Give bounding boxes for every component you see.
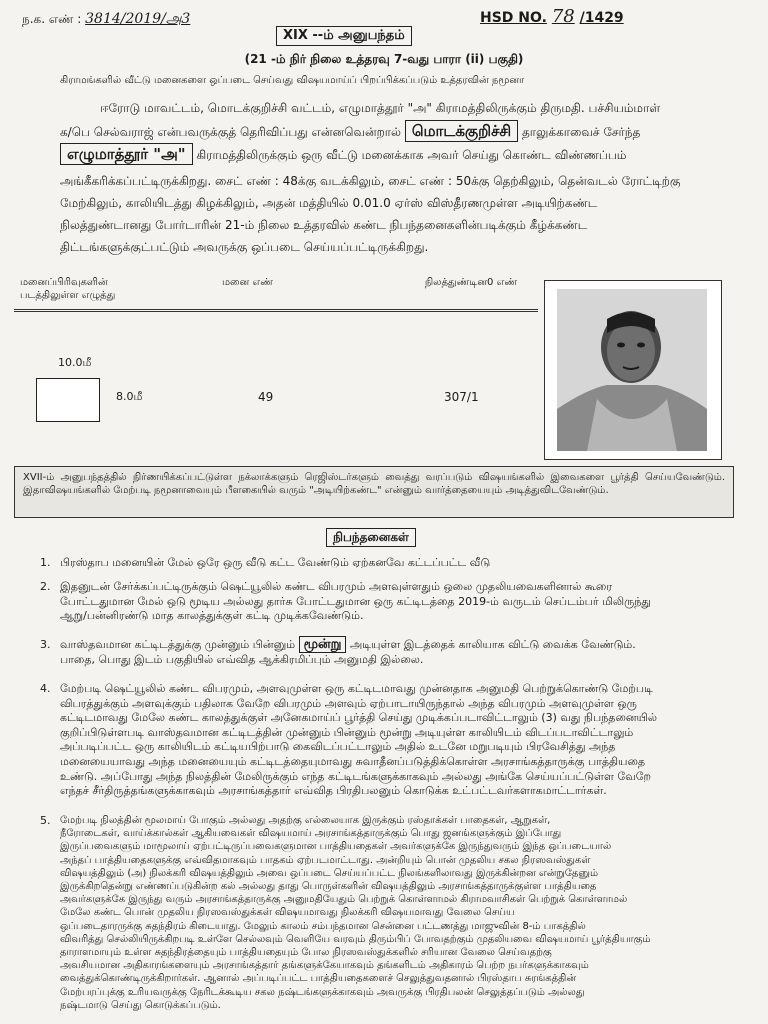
condition-line: அவசியமான அதிகாரங்களையும் அரசாங்கத்தார் தங்களுக்கேயாகவும் தங்களிடம் அதிகாரம் பெற்ற நபர்களுக்காகவும்	[60, 960, 589, 972]
setback-feet: மூன்று	[299, 636, 347, 653]
condition-3-text	[60, 638, 732, 667]
applicant-photo	[544, 280, 722, 460]
annex-title: XIX --ம் அனுபந்தம்	[276, 26, 412, 46]
intro-line-7: திட்டங்களுக்குட்பட்டும் அவருக்கு ஒப்படை செய்யப்பட்டிருக்கிறது.	[60, 240, 429, 254]
intro-line-3-b: கிராமத்திலிருக்கும் ஒரு வீட்டு மனைக்காக அவர் செய்து கொண்ட விண்ணப்பம்	[196, 148, 627, 162]
condition-line: தாராளமாயும் உள்ள சுதந்திரத்தையும் பாத்தியதையும் போல நிரஸவஸ்துக்களில் சரியான வேலை செய்வதற்கு	[60, 947, 552, 959]
condition-line: எந்தச் சீர்திருத்தங்களுக்காகவும் அரசாங்கத்தார் எவ்வித பிரதிபலனும் கொடுக்க உட்பட்டவர்களாகமாட்டார்கள்.	[60, 784, 607, 798]
condition-3-number: 3.	[40, 638, 51, 651]
hsd-number	[480, 8, 624, 27]
condition-line: மனையையாவது அந்த மனையையும் கட்டிடத்தையுமாவது சுவாதீனப்படுத்திக்கொள்ள அரசாங்கத்தாருக்கு பாத்தியதை	[60, 754, 646, 768]
condition-line: நீரோடைகள், வாய்க்கால்கள் ஆகியவைகள் விஷயமாய் அரசாங்கத்தாருக்கும் பொது ஜனங்களுக்கும் இப்போது	[60, 828, 562, 840]
condition-line: மேற்பரப்புக்கு உரியவருக்கு நேரிடக்கூடிய சகல நஷ்டங்களுக்காகவும் அவருக்கு பிரதிபலன் செலுத்தப்படும் அல்லது	[60, 986, 585, 998]
condition-3-part-a: வாஸ்தவமான கட்டிடத்துக்கு முன்னும் பின்னும்	[60, 638, 296, 651]
condition-line: விபரத்துக்கும் அளவுக்கும் பதிலாக வேறே விபரமும் அளவும் ஏற்பாடாயிருந்தால் அந்த விபரமும் அளவுமுள்ள ஒரு	[60, 696, 637, 710]
instruction-note	[14, 466, 734, 518]
condition-3-part-c: அடியுள்ள இடத்தைக் காலியாக விட்டு வைக்க வேண்டும்.	[349, 638, 636, 651]
condition-line: கட்டிடமாவது மேலே கண்ட காலத்துக்குள் அனேகமாய்ப் பூர்த்தி செய்து முடிக்கப்படாவிட்டாலும் (3) வது நிபந்தனையில்	[60, 711, 657, 725]
col-header-plot: மனை எண்	[222, 277, 273, 288]
condition-line: நஷ்டமாடு செய்து கொடுக்கப்படும்.	[60, 999, 221, 1011]
col-header-letter: மனைப்பிரிவுகளின் படத்திலுள்ள எழுத்து	[20, 277, 116, 301]
table-divider	[14, 309, 538, 312]
condition-line: விவரித்து செல்லியிருக்கிறபடி உள்ளே செல்லவும் வெளியே வரவும் திரும்பிப் போவதற்கும் முதலியவை விஷயமாய் பூர்த்தியாகும்	[60, 933, 651, 945]
condition-line: பிரஸ்தாப மனையின் மேல் ஒரே ஒரு வீடு கட்ட வேண்டும் ஏற்கனவே கட்டப்பட்ட வீடு	[60, 556, 491, 569]
condition-5-number: 5.	[40, 814, 51, 827]
condition-line: ஒப்படைதாரருக்கு சுதந்திரம் கிடையாது. மேலும் காலம் சம்பந்தமான சென்னை பட்டணத்து மாஜுவின் 8-ம் பாகத்தில்	[60, 920, 586, 932]
condition-line: இருக்கிறதென்று எண்ணப்படுகின்ற கல் அல்லது தாது பொருள்களின் விஷயத்திலும் அரசாங்கத்தாருக்குள்ள பாத்தியதை	[60, 881, 597, 893]
condition-4-number: 4.	[40, 682, 51, 695]
intro-line-6: நிலத்துண்டானது போர்டாரின் 21-ம் நிலை உத்தரவில் கண்ட நிபந்தனைகளின்படிக்கும் கீழ்க்கண்ட	[60, 218, 588, 232]
condition-2-text	[60, 580, 732, 624]
condition-line: ஆறு/பன்னிரண்டு மாத காலத்துக்குள் கட்டி முடிக்கவேண்டும்.	[60, 609, 364, 623]
condition-2-number: 2.	[40, 580, 51, 593]
hsd-label: HSD NO.	[480, 10, 547, 26]
condition-line: மேற்படி நிலத்தின் மூலமாய் போகும் அல்லது அதற்கு எல்லையாக இருக்கும் ரஸ்தாக்கள் பாதைகள், ஆறுகள்,	[60, 815, 551, 826]
instruction-note-text: XVII-ம் அனுபந்தத்தில் நிர்ணயிக்கப்பட்டுள்ள நக்லாக்களும் ரெஜிஸ்டர்களும் வைத்து வரப்படும் விஷயங்களில் இவைகளை பூர்த்தி செய்யவேண்டும். இதாவிஷயங்களில் மேற்படி நமூனாவையும் பீளகையில் வரும் "அடியிற்கண்ட" என்னும் வார்த்தையையும் அடித்துவிடவேண்டும்.	[23, 472, 725, 496]
hsd-value: 78	[551, 6, 575, 27]
reference-number	[22, 10, 190, 28]
intro-line-2-c: தாலுக்காவைச் சேர்ந்த	[521, 125, 641, 139]
plot-width: 10.0மீ	[58, 356, 92, 369]
condition-5-text	[60, 814, 732, 1012]
order-subtitle: (21 -ம் நிர் நிலை உத்தரவு 7-வது பாரா (ii) பகுதி)	[244, 52, 524, 66]
condition-line: உண்டு. அப்போது அந்த நிலத்தின் மேலிருக்கும் எந்த கட்டிடங்களுக்காகவும் அல்லது அங்கே செய்யப்பட்டுள்ள வேறே	[60, 769, 652, 783]
reference-value: 3814/2019/அ3	[85, 11, 191, 27]
intro-line-4: அங்கீகரிக்கப்பட்டிருக்கிறது. சைட் எண் : 48க்கு வடக்கிலும், சைட் எண் : 50க்கு தெற்கிலும், தென்வடல் ரோட்டிற்கு	[60, 174, 681, 188]
condition-line: அப்படிப்பட்ட ஒரு காலியிடம் கட்டியபிற்பாடு கைவிடப்பட்டாலும் அதில் உடனே மறுபடியும் பிரவேசித்து அந்த	[60, 740, 616, 754]
col-header-survey: நிலத்துண்டின0 எண்	[424, 277, 518, 288]
plot-sketch-box	[36, 378, 100, 422]
condition-1-number: 1.	[40, 556, 51, 569]
condition-line: பாதை, பொது இடம் பகுதியில் எவ்வித ஆக்கிரமிப்பும் அனுமதி இல்லை.	[60, 652, 424, 666]
condition-line: இருப்பவைகளும் மாமூலாய் ஏற்பட்டிருப்பவைகளுமான பாத்தியதைகள் அவர்களுக்கே இருந்துவரும் இந்த ஒப்படையால்	[60, 841, 612, 853]
condition-line: வைத்துக்கொண்டிருக்கிறார்கள். ஆனால் அப்படிப்பட்ட பாத்தியதைகளைச் செலுத்துவதனால் பிரஸ்தாப சுரங்கத்தின்	[60, 973, 577, 985]
intro-line-2	[60, 124, 750, 140]
condition-line: அவர்களுக்கே இருந்து வரும் அரசாங்கத்தாருக்கு அனுமதியேதும் பெற்றுக் கொள்ளாமல் கிராமவாசிகள் பெற்றுக் கொள்ளாமல்	[60, 894, 628, 906]
condition-line: அந்தப் பாத்தியதைகளுக்கு எவ்விதமாகவும் பாதகம் ஏற்படமாட்டாது. அன்றியும் பொன் முதலிய சகல நிரஸவஸ்துகள்	[60, 854, 591, 866]
order-title: கிராமங்களில் வீட்டு மனைகளை ஒப்படை செய்வது விஷயமாய்ப் பிறப்பிக்கப்படும் உத்தரவின் நமூனா	[60, 75, 525, 86]
hsd-suffix: /1429	[579, 10, 624, 26]
taluk-name: மொடக்குறிச்சி	[405, 120, 518, 142]
condition-line: மேற்படி ஷெட்யூலில் கண்ட விபரமும், அளவுமுள்ள ஒரு கட்டிடமாவது முன்னதாக அனுமதி பெற்றுக்கொண்டு மேற்படி	[60, 682, 653, 695]
intro-line-3	[60, 147, 750, 163]
applicant-portrait-icon	[557, 289, 707, 451]
condition-4-text	[60, 682, 732, 799]
village-name: எழுமாத்தூர் "அ"	[60, 143, 193, 165]
condition-1-text	[60, 556, 732, 571]
condition-3-first-line	[60, 638, 732, 653]
survey-number: 307/1	[444, 390, 479, 404]
condition-line: போட்டதுமான மேல் ஒடு மூடிய அல்லது தார்சு போட்டதுமான ஒரு கட்டிடத்தை 2019-ம் வருடம் செப்டம்பர் மிலிருந்து	[60, 594, 651, 608]
intro-line-2-a: க/பெ செல்வராஜ் என்பவருக்குத் தெரிவிப்பது என்னவென்றால்	[60, 125, 401, 139]
condition-line: விஷயத்திலும் (அ) நிலக்கரி விஷயத்திலும் அவை ஒப்படை செய்யப்பட்ட நிலங்களிலாவது இருக்கின்றன என்றுதேனும்	[60, 867, 599, 879]
reference-label: ந.க. எண் :	[22, 12, 82, 26]
condition-line: இதனுடன் சேர்க்கப்பட்டிருக்கும் ஷெட்யூலில் கண்ட விபரமும் அளவுள்ளதும் ஒலை முதலியவைகளினால் கூரை	[60, 580, 613, 593]
condition-line: குறிப்பிடுள்ளபடி வாஸ்தவமான கட்டிடத்தின் முன்னும் பின்னும் மூன்று அடியுள்ள காலியிடம் விடப்படாவிட்டாலும்	[60, 725, 634, 739]
intro-line-1: ஈரோடு மாவட்டம், மொடக்குறிச்சி வட்டம், எழுமாத்தூர் "அ" கிராமத்திலிருக்கும் திருமதி. பச்சியம்மாள்	[100, 101, 661, 115]
conditions-heading: நிபந்தனைகள்	[326, 528, 416, 547]
plot-number: 49	[258, 390, 274, 404]
plot-length: 8.0மீ	[116, 390, 143, 403]
intro-line-5: மேற்கிலும், காலியிடத்து கிழக்கிலும், அதன் மத்தியில் 0.01.0 ஏர்ஸ் விஸ்தீரணமுள்ள அடியிற்கண்ட	[60, 196, 598, 210]
condition-line: மேலே கண்ட பொன் முதலிய நிரஸவஸ்துக்கள் விஷயமாவது நிலக்கரி விஷயமாவது வேலை செய்ய	[60, 907, 515, 919]
